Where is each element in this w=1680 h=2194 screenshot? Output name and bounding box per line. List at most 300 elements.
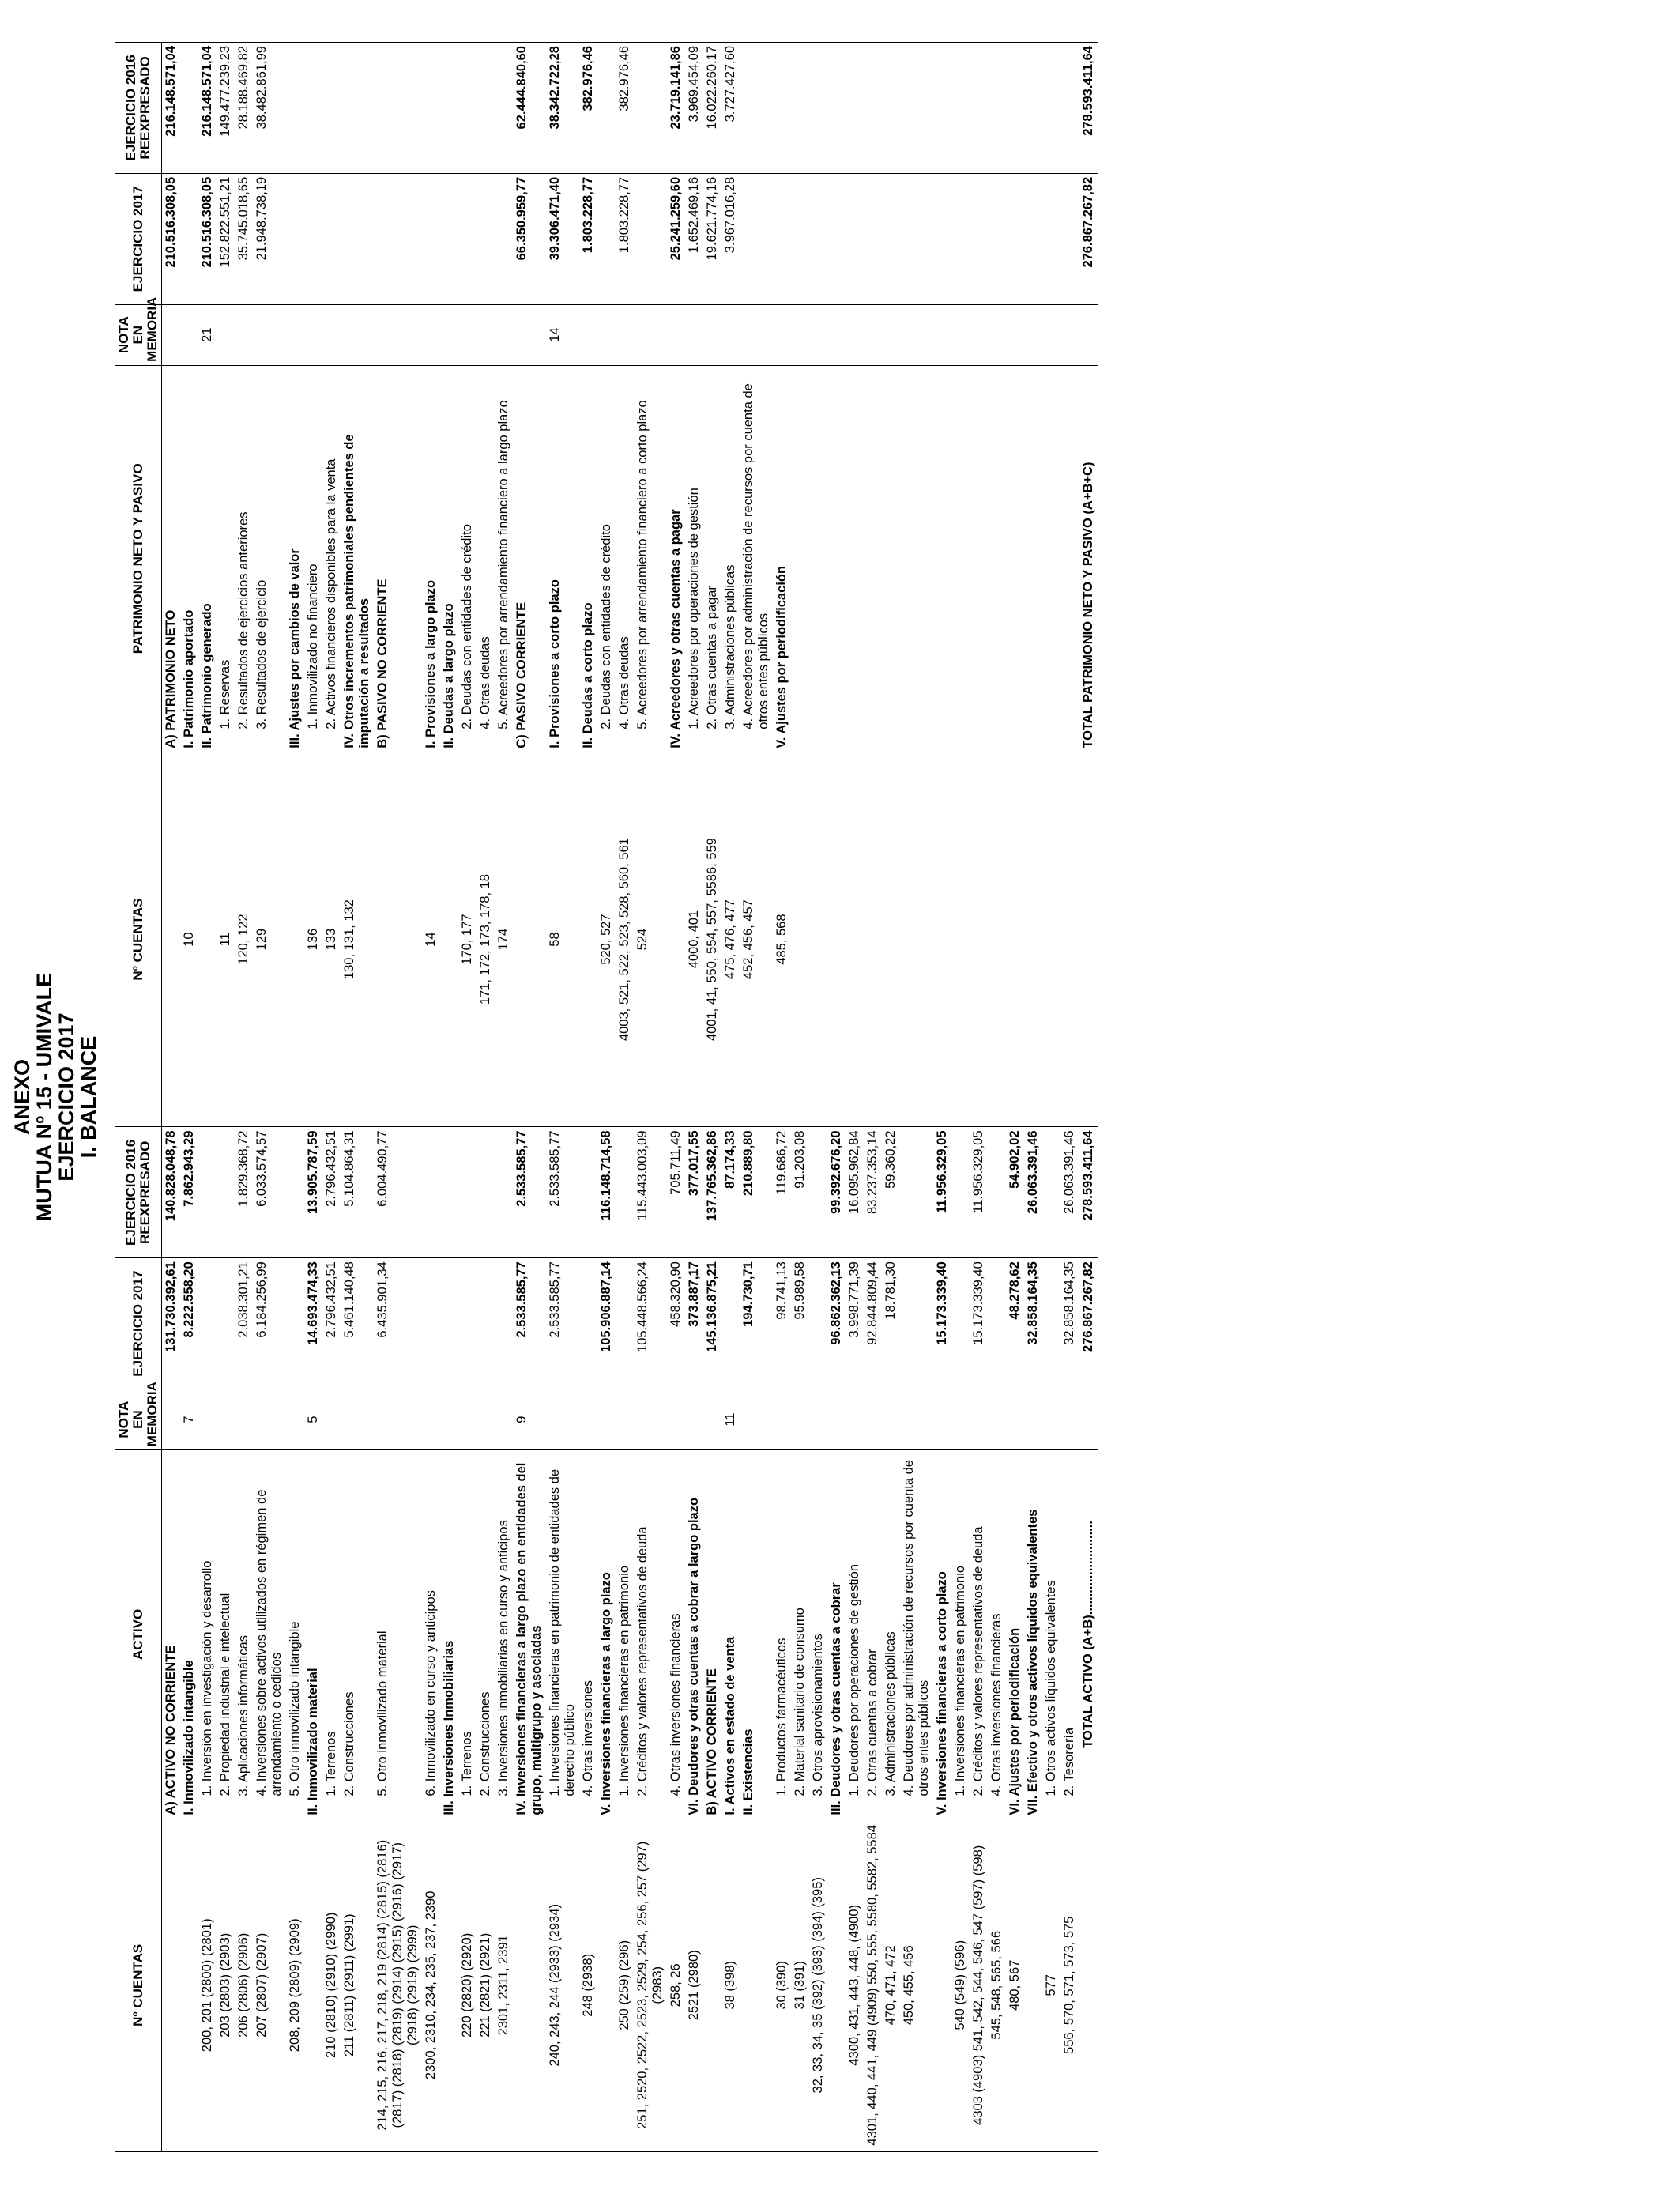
activo-2017: 6.435.901,34 [374, 1258, 422, 1389]
pasivo-label: 4. Acreedores por administración de recursos por cuenta de otros entes públicos [740, 365, 773, 752]
nota-pasivo [374, 304, 422, 365]
nota-pasivo [440, 304, 458, 365]
total-nota-pasivo [1079, 304, 1098, 365]
pasivo-label [951, 365, 970, 752]
pasivo-2016: 23.719.141,86 [667, 43, 685, 174]
pasivo-label: 2. Deudas con entidades de crédito [458, 365, 477, 752]
cuenta-activo: 30 (390) [773, 1819, 791, 2151]
activo-2017: 15.173.339,40 [933, 1258, 951, 1389]
table-row [597, 43, 616, 2152]
table-row [495, 43, 513, 2152]
activo-label: 4. Otras inversiones financieras [988, 1450, 1006, 1819]
table-row [970, 43, 988, 2152]
cuenta-activo: 248 (2938) [579, 1819, 597, 2151]
table-header-row [115, 43, 162, 2152]
activo-label: 6. Inmovilizado en curso y anticipos [422, 1450, 440, 1819]
nota-pasivo [1042, 304, 1060, 365]
nota-pasivo [951, 304, 970, 365]
nota-activo [217, 1389, 235, 1449]
pasivo-2017 [304, 173, 322, 304]
cuenta-activo: 2521 (2980) [685, 1819, 703, 2151]
activo-2017: 32.858.164,35 [1060, 1258, 1079, 1389]
nota-activo [1024, 1389, 1042, 1449]
cuenta-pasivo [1024, 752, 1042, 1127]
activo-label: III. Deudores y otras cuentas a cobrar [827, 1450, 846, 1819]
activo-2017 [1042, 1258, 1060, 1389]
cuenta-pasivo: 452, 456, 457 [740, 752, 773, 1127]
cuenta-activo: 200, 201 (2800) (2801) [198, 1819, 217, 2151]
nota-pasivo [827, 304, 846, 365]
pasivo-2017: 210.516.308,05 [162, 173, 181, 304]
activo-label: 1. Deudores por operaciones de gestión [846, 1450, 864, 1819]
doc-title-anexo: ANEXO [10, 1058, 34, 1136]
nota-activo [900, 1389, 933, 1449]
nota-pasivo [495, 304, 513, 365]
nota-pasivo [721, 304, 740, 365]
pasivo-2017 [322, 173, 341, 304]
cuenta-pasivo: 170, 177 [458, 752, 477, 1127]
pasivo-2016 [951, 43, 970, 174]
cuenta-activo: 540 (549) (596) [951, 1819, 970, 2151]
pasivo-2016: 38.342.722,28 [546, 43, 579, 174]
total-pasivo-2016: 278.593.411,64 [1079, 43, 1098, 174]
nota-activo [253, 1389, 286, 1449]
activo-2016: 5.104.864,31 [341, 1127, 374, 1258]
pasivo-2017 [791, 173, 809, 304]
pasivo-label: 1. Inmovilizado no financiero [304, 365, 322, 752]
nota-activo [322, 1389, 341, 1449]
balance-table [115, 42, 1098, 2152]
pasivo-2017 [634, 173, 667, 304]
pasivo-2017 [933, 173, 951, 304]
pasivo-label: II. Deudas a largo plazo [440, 365, 458, 752]
pasivo-label: 2. Otras cuentas a pagar [703, 365, 721, 752]
activo-2016: 11.956.329,05 [970, 1127, 988, 1258]
cuenta-activo: 206 (2806) (2906) [235, 1819, 253, 2151]
table-row [304, 43, 322, 2152]
activo-2016: 137.765.362,86 [703, 1127, 721, 1258]
cuenta-pasivo [579, 752, 597, 1127]
cuenta-activo: 211 (2811) (2911) (2991) [341, 1819, 374, 2151]
pasivo-2016 [1042, 43, 1060, 174]
table-row [1024, 43, 1042, 2152]
activo-label: 3. Inversiones inmobiliarias en curso y anticipos [495, 1450, 513, 1819]
nota-activo [198, 1389, 217, 1449]
activo-label: I. Activos en estado de venta [721, 1450, 740, 1819]
activo-2016: 2.533.585,77 [513, 1127, 546, 1258]
activo-2017: 2.796.432,51 [322, 1258, 341, 1389]
col-header-cuentas-pasivo: Nº CUENTAS [115, 752, 162, 1127]
activo-label: 3. Aplicaciones informáticas [235, 1450, 253, 1819]
cuenta-pasivo [513, 752, 546, 1127]
cuenta-activo: 38 (398) [721, 1819, 740, 2151]
nota-activo [634, 1389, 667, 1449]
pasivo-2017: 35.745.018,65 [235, 173, 253, 304]
activo-2016: 16.095.962,84 [846, 1127, 864, 1258]
nota-pasivo [217, 304, 235, 365]
cuenta-pasivo [286, 752, 304, 1127]
nota-activo [341, 1389, 374, 1449]
activo-2017: 5.461.140,48 [341, 1258, 374, 1389]
table-row [703, 43, 721, 2152]
pasivo-label [864, 365, 882, 752]
pasivo-label [970, 365, 988, 752]
activo-2017 [721, 1258, 740, 1389]
table-row [667, 43, 685, 2152]
activo-2017 [951, 1258, 970, 1389]
cuenta-pasivo [667, 752, 685, 1127]
cuenta-pasivo: 4000, 401 [685, 752, 703, 1127]
cuenta-activo: 2301, 2311, 2391 [495, 1819, 513, 2151]
cuenta-pasivo: 520, 527 [597, 752, 616, 1127]
pasivo-2016: 149.477.239,23 [217, 43, 235, 174]
activo-label: VII. Efectivo y otros activos líquidos equivalentes [1024, 1450, 1042, 1819]
cuenta-activo: 470, 471, 472 [882, 1819, 900, 2151]
cuenta-pasivo: 10 [180, 752, 198, 1127]
pasivo-2016 [477, 43, 495, 174]
activo-2016: 7.862.943,29 [180, 1127, 198, 1258]
nota-activo [616, 1389, 634, 1449]
col-header-2016-pasivo: EJERCICIO 2016 REEXPRESADO [115, 43, 162, 174]
nota-activo [286, 1389, 304, 1449]
nota-pasivo [791, 304, 809, 365]
nota-pasivo [809, 304, 827, 365]
pasivo-2016 [809, 43, 827, 174]
activo-label: I. Inmovilizado intangible [180, 1450, 198, 1819]
table-row [1042, 43, 1060, 2152]
table-row [440, 43, 458, 2152]
pasivo-2017: 3.967.016,28 [721, 173, 740, 304]
cuenta-pasivo: 475, 476, 477 [721, 752, 740, 1127]
pasivo-2017 [180, 173, 198, 304]
nota-pasivo [773, 304, 791, 365]
pasivo-label: 2. Resultados de ejercicios anteriores [235, 365, 253, 752]
nota-activo: 9 [513, 1389, 546, 1449]
col-header-nota-pasivo: NOTA EN MEMORIA [115, 304, 162, 365]
activo-label: 1. Inversiones financieras en patrimonio [951, 1450, 970, 1819]
cuenta-pasivo: 174 [495, 752, 513, 1127]
cuenta-activo: 203 (2803) (2903) [217, 1819, 235, 2151]
activo-label: 2. Otras cuentas a cobrar [864, 1450, 882, 1819]
activo-2016 [900, 1127, 933, 1258]
activo-2016 [616, 1127, 634, 1258]
pasivo-2016 [740, 43, 773, 174]
nota-pasivo [253, 304, 286, 365]
pasivo-label: I. Provisiones a corto plazo [546, 365, 579, 752]
pasivo-2017: 1.803.228,77 [579, 173, 597, 304]
cuenta-pasivo: 120, 122 [235, 752, 253, 1127]
activo-label: 4. Otras inversiones financieras [667, 1450, 685, 1819]
pasivo-2017: 19.621.774,16 [703, 173, 721, 304]
activo-2017: 6.184.256,99 [253, 1258, 286, 1389]
pasivo-2016: 216.148.571,04 [162, 43, 181, 174]
total-nota-activo [1079, 1389, 1098, 1449]
pasivo-2016 [1060, 43, 1079, 174]
pasivo-label: IV. Otros incrementos patrimoniales pendientes de imputación a resultados [341, 365, 374, 752]
activo-2017: 194.730,71 [740, 1258, 773, 1389]
nota-activo [970, 1389, 988, 1449]
nota-pasivo [740, 304, 773, 365]
nota-activo [773, 1389, 791, 1449]
cuenta-activo: 32, 33, 34, 35 (392) (393) (394) (395) [809, 1819, 827, 2151]
cuenta-activo: 251, 2520, 2522, 2523, 2529, 254, 256, 257 (297) (2983) [634, 1819, 667, 2151]
cuenta-activo: 207 (2807) (2907) [253, 1819, 286, 2151]
nota-activo [579, 1389, 597, 1449]
nota-activo [495, 1389, 513, 1449]
activo-2017: 2.533.585,77 [546, 1258, 579, 1389]
activo-2016 [495, 1127, 513, 1258]
activo-2017 [988, 1258, 1006, 1389]
pasivo-label: C) PASIVO CORRIENTE [513, 365, 546, 752]
pasivo-2016 [440, 43, 458, 174]
activo-2017: 32.858.164,35 [1024, 1258, 1042, 1389]
table-row [253, 43, 286, 2152]
pasivo-2016 [1006, 43, 1024, 174]
nota-pasivo [180, 304, 198, 365]
activo-label: 2. Material sanitario de consumo [791, 1450, 809, 1819]
pasivo-2016: 216.148.571,04 [198, 43, 217, 174]
nota-pasivo [322, 304, 341, 365]
nota-activo [685, 1389, 703, 1449]
pasivo-label: B) PASIVO NO CORRIENTE [374, 365, 422, 752]
activo-2017: 18.781,30 [882, 1258, 900, 1389]
activo-2016: 2.796.432,51 [322, 1127, 341, 1258]
nota-activo [864, 1389, 882, 1449]
cuenta-activo [703, 1819, 721, 2151]
table-row [773, 43, 791, 2152]
nota-pasivo [882, 304, 900, 365]
activo-2016 [458, 1127, 477, 1258]
pasivo-2017 [809, 173, 827, 304]
table-row [933, 43, 951, 2152]
activo-2016 [809, 1127, 827, 1258]
pasivo-2016 [846, 43, 864, 174]
balance-body [162, 43, 1079, 2152]
nota-pasivo [616, 304, 634, 365]
table-row [846, 43, 864, 2152]
pasivo-2017 [374, 173, 422, 304]
cuenta-pasivo [1060, 752, 1079, 1127]
pasivo-2017 [422, 173, 440, 304]
cuenta-pasivo [933, 752, 951, 1127]
cuenta-pasivo: 14 [422, 752, 440, 1127]
nota-pasivo [513, 304, 546, 365]
pasivo-2017: 1.652.469,16 [685, 173, 703, 304]
activo-2016 [422, 1127, 440, 1258]
activo-2017: 145.136.875,21 [703, 1258, 721, 1389]
cuenta-activo: 2300, 2310, 234, 235, 237, 2390 [422, 1819, 440, 2151]
cuenta-pasivo: 130, 131, 132 [341, 752, 374, 1127]
pasivo-2016 [634, 43, 667, 174]
activo-2016 [579, 1127, 597, 1258]
table-row [1060, 43, 1079, 2152]
activo-label: 4. Inversiones sobre activos utilizados en régimen de arrendamiento o cedidos [253, 1450, 286, 1819]
activo-2017: 95.989,58 [791, 1258, 809, 1389]
table-row [322, 43, 341, 2152]
pasivo-label: 4. Otras deudas [477, 365, 495, 752]
doc-title-ejercicio: EJERCICIO 2017 [55, 1012, 78, 1182]
pasivo-label [809, 365, 827, 752]
nota-pasivo [634, 304, 667, 365]
pasivo-2016 [882, 43, 900, 174]
activo-2016: 59.360,22 [882, 1127, 900, 1258]
pasivo-2017 [846, 173, 864, 304]
nota-activo [740, 1389, 773, 1449]
activo-2016: 6.033.574,57 [253, 1127, 286, 1258]
cuenta-activo [740, 1819, 773, 2151]
cuenta-pasivo: 4003, 521, 522, 523, 528, 560, 561 [616, 752, 634, 1127]
activo-label: 1. Productos farmacéuticos [773, 1450, 791, 1819]
pasivo-2016 [988, 43, 1006, 174]
cuenta-activo: 4301, 440, 441, 449 (4909) 550, 555, 5580, 5582, 5584 [864, 1819, 882, 2151]
pasivo-label [900, 365, 933, 752]
activo-2016: 377.017,55 [685, 1127, 703, 1258]
pasivo-2016 [864, 43, 882, 174]
nota-pasivo [477, 304, 495, 365]
nota-activo [791, 1389, 809, 1449]
total-activo-label: TOTAL ACTIVO (A+B).......................... [1079, 1450, 1098, 1819]
activo-label: 5. Otro inmovilizado material [374, 1450, 422, 1819]
pasivo-2017 [1006, 173, 1024, 304]
activo-2016: 119.686,72 [773, 1127, 791, 1258]
activo-2016: 91.203,08 [791, 1127, 809, 1258]
activo-2017: 14.693.474,33 [304, 1258, 322, 1389]
pasivo-2017 [458, 173, 477, 304]
pasivo-label: II. Patrimonio generado [198, 365, 217, 752]
activo-2017: 3.998.771,39 [846, 1258, 864, 1389]
cuenta-activo [1024, 1819, 1042, 2151]
total-pasivo-2017: 276.867.267,82 [1079, 173, 1098, 304]
cuenta-pasivo [900, 752, 933, 1127]
pasivo-2017 [951, 173, 970, 304]
nota-activo [1042, 1389, 1060, 1449]
nota-activo: 7 [180, 1389, 198, 1449]
activo-label: 1. Inversión en investigación y desarrollo [198, 1450, 217, 1819]
nota-pasivo [597, 304, 616, 365]
pasivo-2017 [341, 173, 374, 304]
activo-label: 2. Propiedad industrial e intelectual [217, 1450, 235, 1819]
activo-2017 [900, 1258, 933, 1389]
pasivo-2017 [988, 173, 1006, 304]
activo-2016: 210.889,80 [740, 1127, 773, 1258]
cuenta-activo [513, 1819, 546, 2151]
col-header-2017-activo: EJERCICIO 2017 [115, 1258, 162, 1389]
cuenta-activo [304, 1819, 322, 2151]
nota-pasivo [162, 304, 181, 365]
pasivo-2017 [970, 173, 988, 304]
pasivo-2016: 3.969.454,09 [685, 43, 703, 174]
activo-2017 [809, 1258, 827, 1389]
pasivo-label [988, 365, 1006, 752]
table-row [882, 43, 900, 2152]
activo-label: 1. Otros activos líquidos equivalentes [1042, 1450, 1060, 1819]
activo-label: 4. Deudores por administración de recursos por cuenta de otros entes públicos [900, 1450, 933, 1819]
nota-pasivo [458, 304, 477, 365]
pasivo-label: II. Deudas a corto plazo [579, 365, 597, 752]
pasivo-2016 [286, 43, 304, 174]
activo-2017 [579, 1258, 597, 1389]
table-row [1006, 43, 1024, 2152]
activo-2016: 11.956.329,05 [933, 1127, 951, 1258]
cuenta-pasivo [162, 752, 181, 1127]
cuenta-pasivo [951, 752, 970, 1127]
activo-2016: 87.174,33 [721, 1127, 740, 1258]
nota-activo [546, 1389, 579, 1449]
activo-2017: 458.320,90 [667, 1258, 685, 1389]
table-row [513, 43, 546, 2152]
table-row [616, 43, 634, 2152]
table-row [235, 43, 253, 2152]
activo-2016 [477, 1127, 495, 1258]
nota-activo: 5 [304, 1389, 322, 1449]
activo-label: III. Inversiones Inmobiliarias [440, 1450, 458, 1819]
col-header-2016-activo: EJERCICIO 2016 REEXPRESADO [115, 1127, 162, 1258]
activo-label: 3. Otros aprovisionamientos [809, 1450, 827, 1819]
activo-label: 2. Créditos y valores representativos de deuda [970, 1450, 988, 1819]
nota-activo [882, 1389, 900, 1449]
cuenta-pasivo: 58 [546, 752, 579, 1127]
nota-activo [827, 1389, 846, 1449]
pasivo-2016 [773, 43, 791, 174]
pasivo-2016: 382.976,46 [616, 43, 634, 174]
activo-label: 1. Terrenos [322, 1450, 341, 1819]
activo-label: II. Inmovilizado material [304, 1450, 322, 1819]
pasivo-label: 1. Acreedores por operaciones de gestión [685, 365, 703, 752]
table-row [900, 43, 933, 2152]
cuenta-activo [180, 1819, 198, 2151]
activo-2016 [198, 1127, 217, 1258]
pasivo-label [882, 365, 900, 752]
col-header-activo: ACTIVO [115, 1450, 162, 1819]
activo-label: II. Existencias [740, 1450, 773, 1819]
pasivo-label: 5. Acreedores por arrendamiento financiero a largo plazo [495, 365, 513, 752]
activo-2016: 705.711,49 [667, 1127, 685, 1258]
activo-label: V. Inversiones financieras a largo plazo [597, 1450, 616, 1819]
table-row [951, 43, 970, 2152]
pasivo-2017 [597, 173, 616, 304]
activo-2016: 140.828.048,78 [162, 1127, 181, 1258]
activo-2017 [440, 1258, 458, 1389]
pasivo-label: 3. Resultados de ejercicio [253, 365, 286, 752]
activo-label: VI. Deudores y otras cuentas a cobrar a largo plazo [685, 1450, 703, 1819]
table-row [988, 43, 1006, 2152]
pasivo-label: 1. Reservas [217, 365, 235, 752]
pasivo-2017 [740, 173, 773, 304]
total-activo-2017: 276.867.267,82 [1079, 1258, 1098, 1389]
nota-activo [422, 1389, 440, 1449]
table-row [827, 43, 846, 2152]
nota-pasivo [304, 304, 322, 365]
pasivo-2017 [495, 173, 513, 304]
activo-2017 [286, 1258, 304, 1389]
activo-2017: 15.173.339,40 [970, 1258, 988, 1389]
activo-2017: 92.844.809,44 [864, 1258, 882, 1389]
cuenta-pasivo [827, 752, 846, 1127]
pasivo-2016 [458, 43, 477, 174]
table-row [721, 43, 740, 2152]
cuenta-activo: 210 (2810) (2910) (2990) [322, 1819, 341, 2151]
pasivo-2016: 38.482.861,99 [253, 43, 286, 174]
pasivo-2017 [882, 173, 900, 304]
pasivo-2017 [864, 173, 882, 304]
pasivo-2016 [970, 43, 988, 174]
pasivo-2016 [827, 43, 846, 174]
pasivo-label: V. Ajustes por periodificación [773, 365, 791, 752]
activo-2016 [951, 1127, 970, 1258]
col-header-nota-activo: NOTA EN MEMORIA [115, 1389, 162, 1449]
cuenta-activo [827, 1819, 846, 2151]
activo-2016: 116.148.714,58 [597, 1127, 616, 1258]
